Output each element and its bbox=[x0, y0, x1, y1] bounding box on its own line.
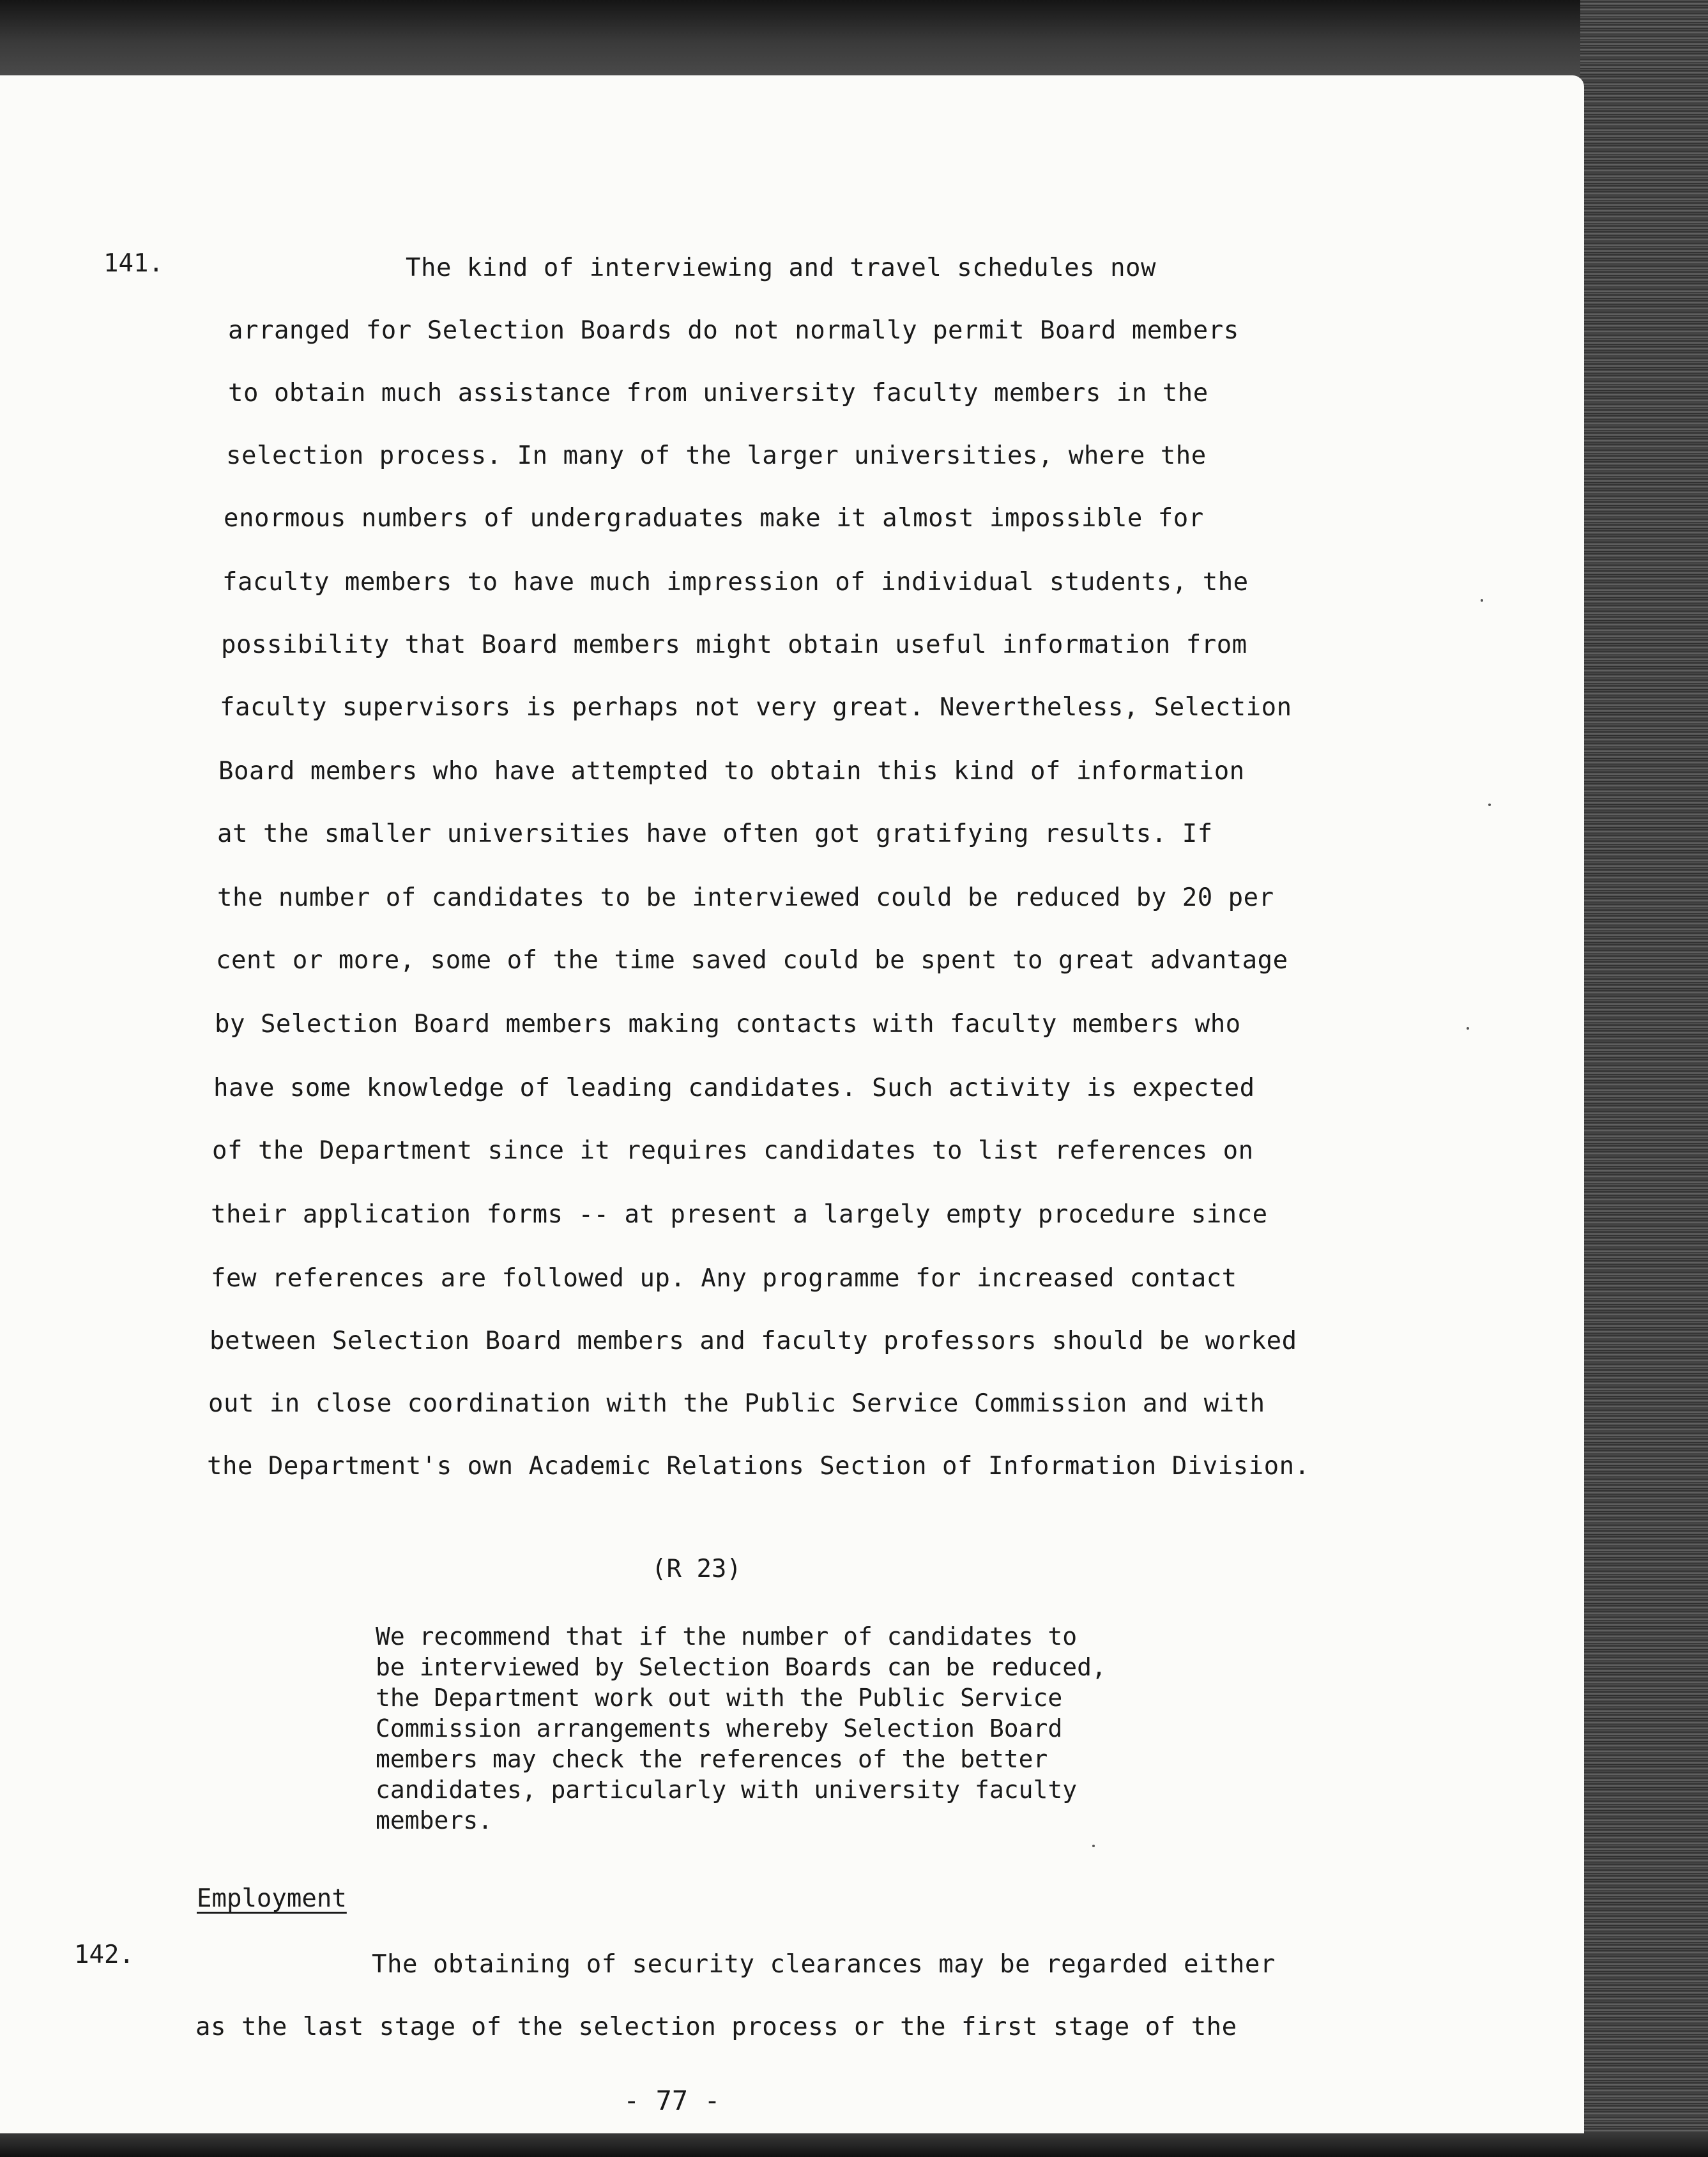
text-line: the number of candidates to be interviewed could be reduced by 20 per bbox=[217, 883, 1274, 912]
text-line: between Selection Board members and faculty professors should be worked bbox=[210, 1327, 1297, 1355]
text-line: out in close coordination with the Public Service Commission and with bbox=[208, 1389, 1265, 1418]
text-line: cent or more, some of the time saved could be spent to great advantage bbox=[216, 946, 1288, 975]
recommendation-line: the Department work out with the Public Service bbox=[376, 1684, 1063, 1712]
scan-border-right bbox=[1580, 0, 1708, 2157]
scan-border-bottom bbox=[0, 2131, 1708, 2157]
text-line: of the Department since it requires candidates to list references on bbox=[212, 1136, 1254, 1165]
text-line: their application forms -- at present a largely empty procedure since bbox=[211, 1200, 1268, 1229]
recommendation-line: members. bbox=[376, 1806, 493, 1834]
text-line: faculty members to have much impression of individual students, the bbox=[222, 568, 1249, 597]
paragraph-number: 141. bbox=[103, 249, 164, 278]
text-line: by Selection Board members making contacts with faculty members who bbox=[215, 1010, 1241, 1039]
recommendation-line: be interviewed by Selection Boards can be reduced, bbox=[376, 1653, 1106, 1681]
scan-speck bbox=[1092, 1845, 1095, 1847]
text-line: faculty supervisors is perhaps not very great. Nevertheless, Selection bbox=[220, 693, 1292, 722]
text-line: Board members who have attempted to obtain this kind of information bbox=[218, 757, 1245, 786]
document-page bbox=[0, 75, 1584, 2133]
text-line: at the smaller universities have often got gratifying results. If bbox=[217, 819, 1213, 848]
text-line: enormous numbers of undergraduates make it almost impossible for bbox=[224, 504, 1204, 533]
section-heading: Employment bbox=[197, 1884, 347, 1913]
recommendation-line: candidates, particularly with university faculty bbox=[376, 1776, 1078, 1804]
text-line: the Department's own Academic Relations Section of Information Division. bbox=[207, 1452, 1310, 1481]
text-line: as the last stage of the selection process or the first stage of the bbox=[195, 2013, 1237, 2041]
recommendation-ref: (R 23) bbox=[652, 1555, 742, 1583]
text-line: selection process. In many of the larger universities, where the bbox=[226, 441, 1207, 470]
recommendation-line: members may check the references of the better bbox=[376, 1745, 1048, 1773]
scan-border-top bbox=[0, 0, 1708, 77]
page-number: - 77 - bbox=[623, 2085, 721, 2116]
text-line: to obtain much assistance from university faculty members in the bbox=[228, 379, 1209, 408]
text-line: possibility that Board members might obtain useful information from bbox=[221, 630, 1247, 659]
text-line: few references are followed up. Any programme for increased contact bbox=[211, 1264, 1237, 1293]
scan-speck bbox=[1488, 804, 1491, 806]
scan-speck bbox=[1481, 599, 1483, 602]
recommendation-line: Commission arrangements whereby Selection Board bbox=[376, 1714, 1063, 1742]
recommendation-line: We recommend that if the number of candidates to bbox=[376, 1622, 1078, 1650]
text-line: have some knowledge of leading candidates. Such activity is expected bbox=[213, 1074, 1255, 1102]
text-line: arranged for Selection Boards do not normally permit Board members bbox=[228, 316, 1239, 345]
text-line: The obtaining of security clearances may be regarded either bbox=[372, 1950, 1276, 1979]
paragraph-number: 142. bbox=[74, 1940, 134, 1969]
scan-speck bbox=[1467, 1027, 1469, 1030]
text-line: The kind of interviewing and travel schedules now bbox=[406, 254, 1157, 282]
